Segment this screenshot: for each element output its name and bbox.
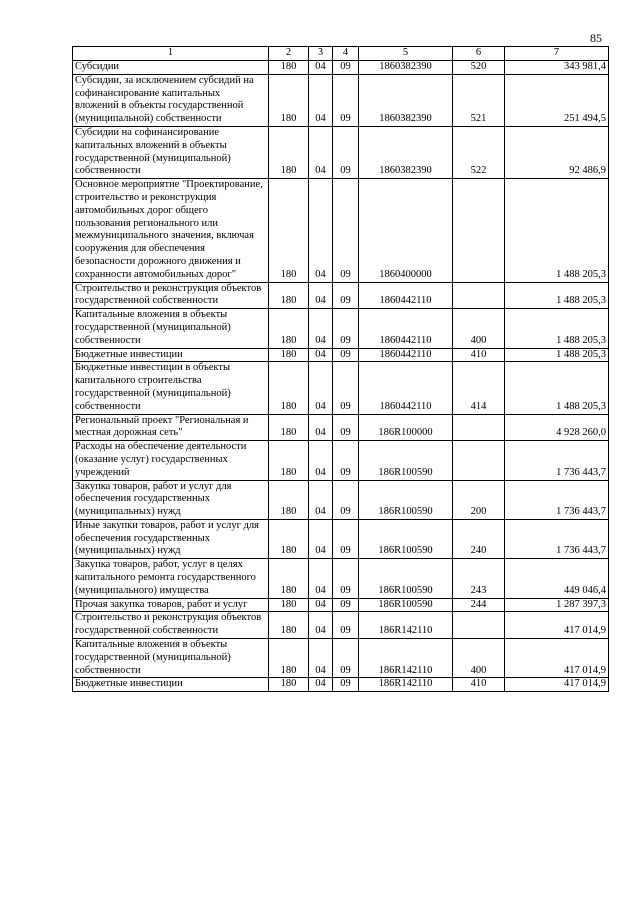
- cell-subsection: 09: [333, 612, 359, 639]
- header-cell: 3: [309, 47, 333, 61]
- cell-section: 04: [309, 126, 333, 178]
- table-row: [73, 61, 609, 75]
- row-name: Бюджетные инвестиции: [73, 348, 269, 362]
- cell-admin: 180: [269, 126, 309, 178]
- row-name: Иные закупки товаров, работ и услуг для обеспечения государственных (муниципальных) нужд: [73, 519, 269, 558]
- table-row: [73, 480, 609, 519]
- table-row: [73, 559, 609, 598]
- cell-admin: 180: [269, 414, 309, 441]
- cell-section: 04: [309, 678, 333, 692]
- cell-expense-type: 240: [453, 519, 505, 558]
- cell-expense-type: 400: [453, 309, 505, 348]
- cell-target: 1860382390: [359, 61, 453, 75]
- cell-expense-type: 414: [453, 362, 505, 414]
- cell-amount: 449 046,4: [505, 559, 609, 598]
- cell-expense-type: [453, 612, 505, 639]
- row-name: Прочая закупка товаров, работ и услуг: [73, 598, 269, 612]
- row-name: Бюджетные инвестиции в объекты капитального строительства государственной (муниципальной) собственности: [73, 362, 269, 414]
- cell-expense-type: 410: [453, 678, 505, 692]
- cell-subsection: 09: [333, 61, 359, 75]
- cell-target: 186R142110: [359, 678, 453, 692]
- cell-admin: 180: [269, 598, 309, 612]
- cell-subsection: 09: [333, 519, 359, 558]
- table-row: [73, 678, 609, 692]
- row-name: Субсидии, за исключением субсидий на софинансирование капитальных вложений в объекты государственной (муниципальной) собственности: [73, 74, 269, 126]
- cell-admin: 180: [269, 179, 309, 282]
- cell-amount: 1 488 205,3: [505, 282, 609, 309]
- cell-expense-type: 400: [453, 639, 505, 678]
- cell-target: 186R100590: [359, 559, 453, 598]
- header-cell: 6: [453, 47, 505, 61]
- row-name: Субсидии: [73, 61, 269, 75]
- budget-table: [72, 46, 609, 692]
- row-name: Основное мероприятие "Проектирование, строительство и реконструкция автомобильных дорог общего пользования регионального или межмуниципального значения, включая сооружения для обеспечения безопасности дорожного движения и сохранности автомобильных дорог": [73, 179, 269, 282]
- cell-admin: 180: [269, 441, 309, 480]
- cell-target: 186R100590: [359, 519, 453, 558]
- cell-admin: 180: [269, 678, 309, 692]
- cell-admin: 180: [269, 282, 309, 309]
- header-cell: 5: [359, 47, 453, 61]
- cell-subsection: 09: [333, 74, 359, 126]
- cell-target: 1860382390: [359, 74, 453, 126]
- cell-subsection: 09: [333, 441, 359, 480]
- cell-admin: 180: [269, 362, 309, 414]
- cell-section: 04: [309, 282, 333, 309]
- cell-admin: 180: [269, 559, 309, 598]
- row-name: Капитальные вложения в объекты государственной (муниципальной) собственности: [73, 309, 269, 348]
- cell-target: 1860382390: [359, 126, 453, 178]
- cell-section: 04: [309, 612, 333, 639]
- cell-admin: 180: [269, 480, 309, 519]
- row-name: Субсидии на софинансирование капитальных вложений в объекты государственной (муниципальной) собственности: [73, 126, 269, 178]
- header-cell: 7: [505, 47, 609, 61]
- table-row: [73, 362, 609, 414]
- cell-subsection: 09: [333, 348, 359, 362]
- cell-amount: 4 928 260,0: [505, 414, 609, 441]
- cell-expense-type: [453, 282, 505, 309]
- cell-expense-type: 410: [453, 348, 505, 362]
- table-row: [73, 179, 609, 282]
- cell-section: 04: [309, 179, 333, 282]
- header-cell: 4: [333, 47, 359, 61]
- cell-amount: 1 488 205,3: [505, 309, 609, 348]
- cell-expense-type: 520: [453, 61, 505, 75]
- cell-target: 186R100590: [359, 598, 453, 612]
- cell-section: 04: [309, 414, 333, 441]
- cell-target: 186R100590: [359, 480, 453, 519]
- table-row: [73, 598, 609, 612]
- cell-subsection: 09: [333, 639, 359, 678]
- table-row: [73, 309, 609, 348]
- cell-amount: 1 488 205,3: [505, 179, 609, 282]
- cell-target: 1860442110: [359, 309, 453, 348]
- cell-amount: 1 736 443,7: [505, 519, 609, 558]
- cell-expense-type: [453, 179, 505, 282]
- row-name: Строительство и реконструкция объектов государственной собственности: [73, 282, 269, 309]
- cell-subsection: 09: [333, 678, 359, 692]
- table-row: [73, 414, 609, 441]
- cell-target: 1860442110: [359, 362, 453, 414]
- cell-subsection: 09: [333, 126, 359, 178]
- cell-section: 04: [309, 519, 333, 558]
- cell-subsection: 09: [333, 282, 359, 309]
- cell-subsection: 09: [333, 559, 359, 598]
- row-name: Региональный проект "Региональная и местная дорожная сеть": [73, 414, 269, 441]
- cell-subsection: 09: [333, 598, 359, 612]
- row-name: Закупка товаров, работ и услуг для обеспечения государственных (муниципальных) нужд: [73, 480, 269, 519]
- cell-admin: 180: [269, 639, 309, 678]
- cell-amount: 417 014,9: [505, 612, 609, 639]
- cell-subsection: 09: [333, 179, 359, 282]
- table-row: [73, 519, 609, 558]
- cell-expense-type: 243: [453, 559, 505, 598]
- row-name: Строительство и реконструкция объектов государственной собственности: [73, 612, 269, 639]
- cell-expense-type: [453, 414, 505, 441]
- table-row: [73, 348, 609, 362]
- cell-target: 186R142110: [359, 639, 453, 678]
- cell-section: 04: [309, 61, 333, 75]
- cell-section: 04: [309, 639, 333, 678]
- cell-section: 04: [309, 74, 333, 126]
- cell-admin: 180: [269, 612, 309, 639]
- cell-admin: 180: [269, 74, 309, 126]
- cell-target: 186R100590: [359, 441, 453, 480]
- cell-section: 04: [309, 309, 333, 348]
- header-row: [73, 47, 609, 61]
- cell-amount: 1 488 205,3: [505, 348, 609, 362]
- cell-subsection: 09: [333, 362, 359, 414]
- cell-amount: 417 014,9: [505, 639, 609, 678]
- header-cell: 2: [269, 47, 309, 61]
- cell-section: 04: [309, 480, 333, 519]
- cell-target: 186R100000: [359, 414, 453, 441]
- page-number: 85: [590, 31, 602, 45]
- cell-expense-type: 521: [453, 74, 505, 126]
- cell-amount: 1 736 443,7: [505, 441, 609, 480]
- cell-admin: 180: [269, 309, 309, 348]
- cell-expense-type: 200: [453, 480, 505, 519]
- table-row: [73, 441, 609, 480]
- cell-admin: 180: [269, 61, 309, 75]
- cell-amount: 92 486,9: [505, 126, 609, 178]
- cell-expense-type: [453, 441, 505, 480]
- cell-admin: 180: [269, 348, 309, 362]
- cell-section: 04: [309, 598, 333, 612]
- row-name: Бюджетные инвестиции: [73, 678, 269, 692]
- cell-expense-type: 522: [453, 126, 505, 178]
- cell-amount: 1 488 205,3: [505, 362, 609, 414]
- table-row: [73, 612, 609, 639]
- table-row: [73, 282, 609, 309]
- cell-section: 04: [309, 441, 333, 480]
- cell-expense-type: 244: [453, 598, 505, 612]
- cell-amount: 343 981,4: [505, 61, 609, 75]
- table-row: [73, 74, 609, 126]
- cell-amount: 417 014,9: [505, 678, 609, 692]
- cell-admin: 180: [269, 519, 309, 558]
- cell-section: 04: [309, 362, 333, 414]
- row-name: Закупка товаров, работ, услуг в целях капитального ремонта государственного (муниципального) имущества: [73, 559, 269, 598]
- cell-target: 1860442110: [359, 282, 453, 309]
- header-cell: 1: [73, 47, 269, 61]
- cell-amount: 1 287 397,3: [505, 598, 609, 612]
- cell-target: 1860400000: [359, 179, 453, 282]
- cell-target: 186R142110: [359, 612, 453, 639]
- table-row: [73, 639, 609, 678]
- cell-section: 04: [309, 348, 333, 362]
- cell-subsection: 09: [333, 309, 359, 348]
- cell-amount: 251 494,5: [505, 74, 609, 126]
- cell-section: 04: [309, 559, 333, 598]
- cell-subsection: 09: [333, 414, 359, 441]
- table-row: [73, 126, 609, 178]
- cell-subsection: 09: [333, 480, 359, 519]
- row-name: Капитальные вложения в объекты государственной (муниципальной) собственности: [73, 639, 269, 678]
- row-name: Расходы на обеспечение деятельности (оказание услуг) государственных учреждений: [73, 441, 269, 480]
- cell-target: 1860442110: [359, 348, 453, 362]
- cell-amount: 1 736 443,7: [505, 480, 609, 519]
